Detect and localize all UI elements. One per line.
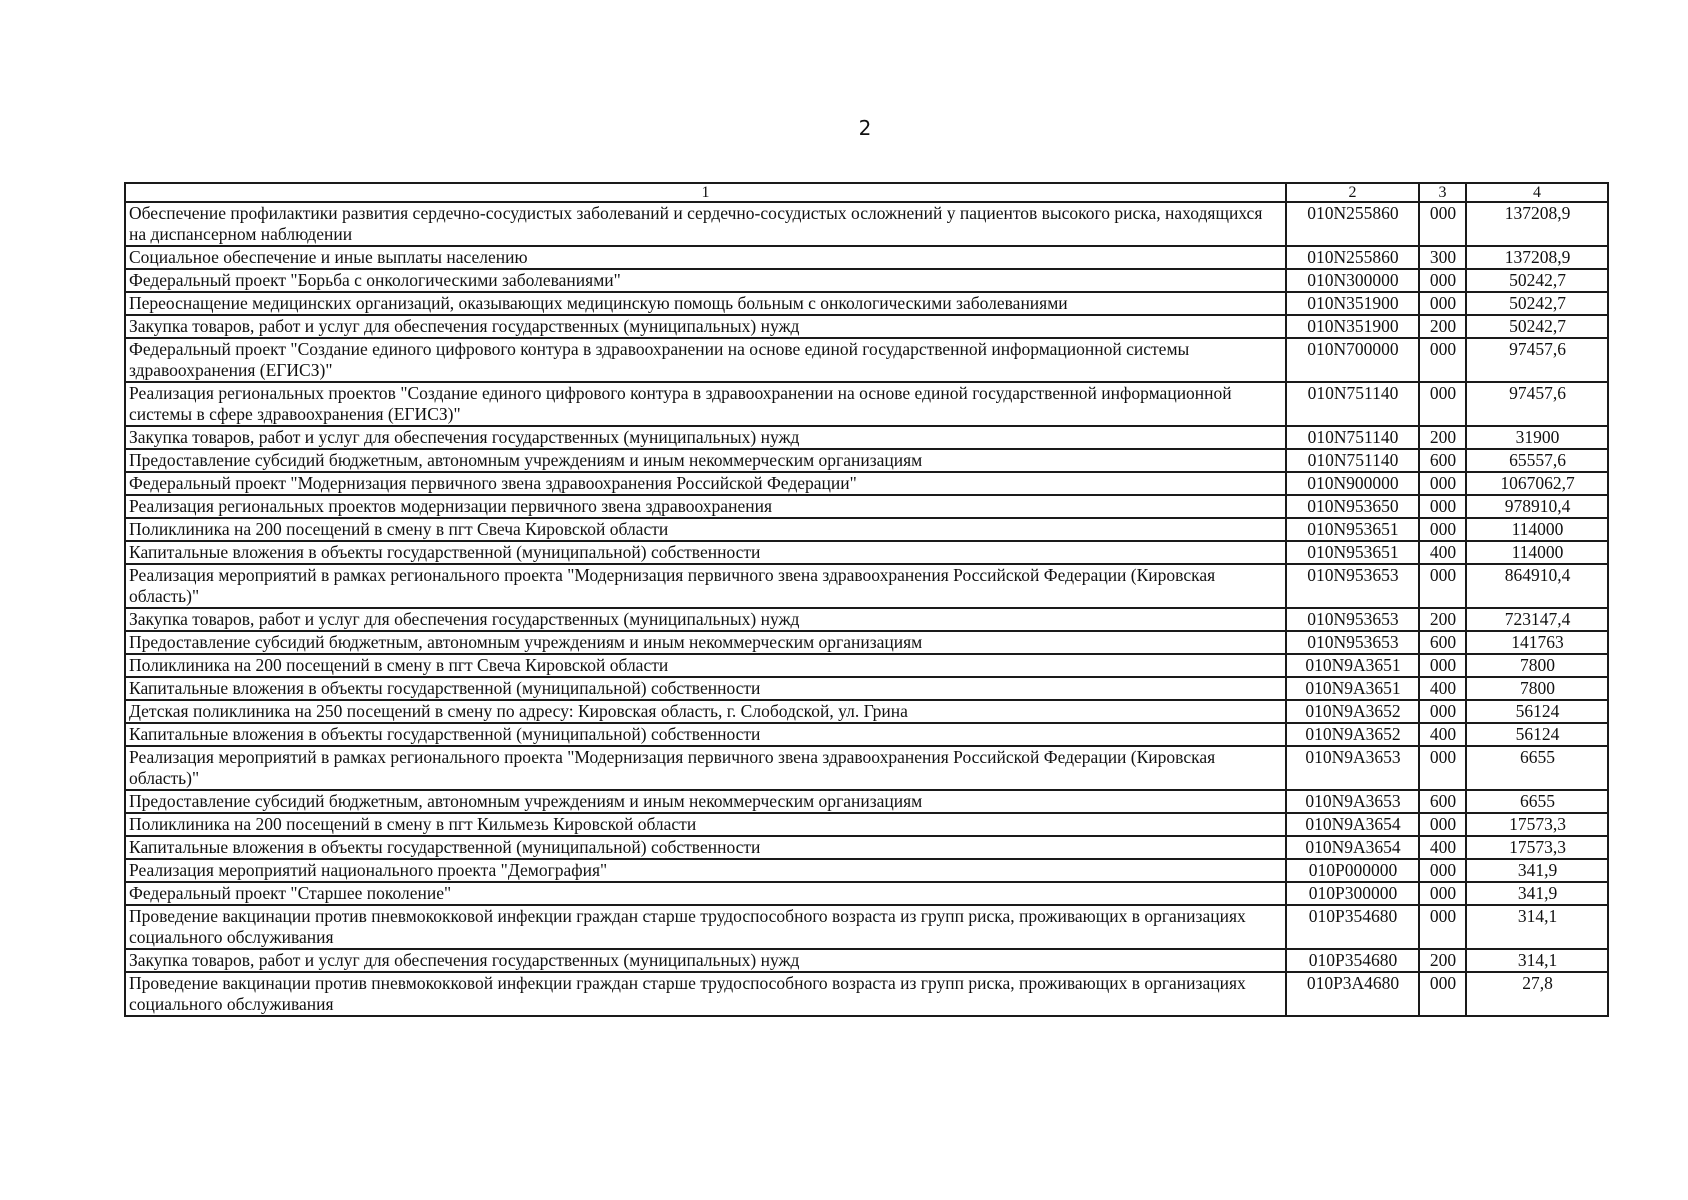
table-row [125,972,1608,1016]
cell-code: 010N953651 [1286,518,1419,541]
cell-amount: 6655 [1466,790,1608,813]
cell-name: Капитальные вложения в объекты государственной (муниципальной) собственности [125,723,1286,746]
cell-name: Переоснащение медицинских организаций, оказывающих медицинскую помощь больным с онкологическими заболеваниями [125,292,1286,315]
table-row [125,723,1608,746]
cell-code: 010N900000 [1286,472,1419,495]
cell-kind: 200 [1419,315,1466,338]
cell-kind: 000 [1419,746,1466,790]
cell-name: Обеспечение профилактики развития сердечно-сосудистых заболеваний и сердечно-сосудистых осложнений у пациентов высокого риска, находящихся на диспансерном наблюдении [125,202,1286,246]
table-row [125,631,1608,654]
table-row [125,746,1608,790]
cell-amount: 978910,4 [1466,495,1608,518]
cell-name: Детская поликлиника на 250 посещений в смену по адресу: Кировская область, г. Слободской, ул. Грина [125,700,1286,723]
cell-code: 010N700000 [1286,338,1419,382]
table-row [125,790,1608,813]
table-row [125,315,1608,338]
cell-kind: 400 [1419,541,1466,564]
cell-name: Поликлиника на 200 посещений в смену в пгт Свеча Кировской области [125,654,1286,677]
cell-kind: 600 [1419,790,1466,813]
cell-code: 010P354680 [1286,905,1419,949]
cell-name: Федеральный проект "Модернизация первичного звена здравоохранения Российской Федерации" [125,472,1286,495]
cell-kind: 000 [1419,564,1466,608]
cell-name: Поликлиника на 200 посещений в смену в пгт Кильмезь Кировской области [125,813,1286,836]
table-header-row [125,183,1608,202]
cell-kind: 200 [1419,426,1466,449]
cell-name: Поликлиника на 200 посещений в смену в пгт Свеча Кировской области [125,518,1286,541]
cell-code: 010P300000 [1286,882,1419,905]
cell-amount: 17573,3 [1466,836,1608,859]
cell-code: 010N9A3651 [1286,677,1419,700]
cell-amount: 56124 [1466,700,1608,723]
table-row [125,541,1608,564]
cell-name: Предоставление субсидий бюджетным, автономным учреждениям и иным некоммерческим организациям [125,790,1286,813]
cell-kind: 000 [1419,972,1466,1016]
cell-kind: 200 [1419,949,1466,972]
budget-table [124,182,1609,1017]
cell-kind: 400 [1419,677,1466,700]
column-header-1: 1 [125,183,1286,202]
cell-amount: 56124 [1466,723,1608,746]
table-row [125,382,1608,426]
cell-amount: 137208,9 [1466,202,1608,246]
cell-kind: 000 [1419,292,1466,315]
cell-code: 010N300000 [1286,269,1419,292]
cell-kind: 000 [1419,518,1466,541]
cell-code: 010P3A4680 [1286,972,1419,1016]
cell-amount: 97457,6 [1466,382,1608,426]
cell-code: 010N9A3653 [1286,746,1419,790]
page-number: 2 [858,116,872,140]
cell-code: 010P354680 [1286,949,1419,972]
cell-name: Проведение вакцинации против пневмококковой инфекции граждан старше трудоспособного возраста из групп риска, проживающих в организациях социального обслуживания [125,905,1286,949]
cell-kind: 000 [1419,269,1466,292]
cell-kind: 600 [1419,631,1466,654]
table-row [125,338,1608,382]
cell-amount: 314,1 [1466,949,1608,972]
cell-code: 010N953653 [1286,608,1419,631]
cell-amount: 27,8 [1466,972,1608,1016]
cell-code: 010N351900 [1286,292,1419,315]
cell-amount: 50242,7 [1466,292,1608,315]
cell-amount: 314,1 [1466,905,1608,949]
cell-amount: 1067062,7 [1466,472,1608,495]
table-row [125,564,1608,608]
cell-name: Закупка товаров, работ и услуг для обеспечения государственных (муниципальных) нужд [125,608,1286,631]
cell-kind: 000 [1419,338,1466,382]
table-row [125,292,1608,315]
cell-code: 010N351900 [1286,315,1419,338]
cell-kind: 000 [1419,202,1466,246]
table-row [125,202,1608,246]
cell-kind: 000 [1419,700,1466,723]
cell-kind: 200 [1419,608,1466,631]
cell-code: 010N751140 [1286,449,1419,472]
table-row [125,677,1608,700]
table-row [125,813,1608,836]
cell-name: Федеральный проект "Старшее поколение" [125,882,1286,905]
column-header-3: 3 [1419,183,1466,202]
cell-kind: 000 [1419,495,1466,518]
cell-amount: 6655 [1466,746,1608,790]
cell-amount: 97457,6 [1466,338,1608,382]
cell-kind: 000 [1419,472,1466,495]
cell-amount: 31900 [1466,426,1608,449]
cell-code: 010N9A3653 [1286,790,1419,813]
table-row [125,449,1608,472]
cell-code: 010N751140 [1286,426,1419,449]
table-row [125,246,1608,269]
cell-code: 010N255860 [1286,246,1419,269]
cell-name: Капитальные вложения в объекты государственной (муниципальной) собственности [125,677,1286,700]
cell-amount: 50242,7 [1466,315,1608,338]
cell-kind: 000 [1419,813,1466,836]
cell-kind: 000 [1419,882,1466,905]
cell-kind: 400 [1419,836,1466,859]
cell-amount: 114000 [1466,518,1608,541]
cell-kind: 000 [1419,905,1466,949]
cell-amount: 50242,7 [1466,269,1608,292]
table-row [125,518,1608,541]
cell-code: 010N953650 [1286,495,1419,518]
column-header-2: 2 [1286,183,1419,202]
cell-code: 010N255860 [1286,202,1419,246]
cell-code: 010N751140 [1286,382,1419,426]
cell-amount: 7800 [1466,654,1608,677]
table-row [125,654,1608,677]
cell-amount: 341,9 [1466,882,1608,905]
cell-code: 010N9A3652 [1286,723,1419,746]
cell-name: Закупка товаров, работ и услуг для обеспечения государственных (муниципальных) нужд [125,426,1286,449]
cell-amount: 114000 [1466,541,1608,564]
table-row [125,905,1608,949]
cell-kind: 000 [1419,382,1466,426]
table-row [125,859,1608,882]
cell-name: Закупка товаров, работ и услуг для обеспечения государственных (муниципальных) нужд [125,315,1286,338]
cell-code: 010P000000 [1286,859,1419,882]
cell-name: Федеральный проект "Создание единого цифрового контура в здравоохранении на основе единой государственной информационной системы здравоохранения (ЕГИСЗ)" [125,338,1286,382]
table-row [125,700,1608,723]
cell-kind: 300 [1419,246,1466,269]
table-row [125,836,1608,859]
cell-amount: 137208,9 [1466,246,1608,269]
cell-code: 010N9A3654 [1286,836,1419,859]
cell-code: 010N9A3652 [1286,700,1419,723]
cell-amount: 65557,6 [1466,449,1608,472]
cell-name: Реализация мероприятий в рамках регионального проекта "Модернизация первичного звена здравоохранения Российской Федерации (Кировская область)" [125,564,1286,608]
cell-name: Социальное обеспечение и иные выплаты населению [125,246,1286,269]
table-row [125,949,1608,972]
cell-name: Реализация региональных проектов "Создание единого цифрового контура в здравоохранении на основе единой государственной информационной системы в сфере здравоохранения (ЕГИСЗ)" [125,382,1286,426]
cell-code: 010N9A3654 [1286,813,1419,836]
cell-name: Проведение вакцинации против пневмококковой инфекции граждан старше трудоспособного возраста из групп риска, проживающих в организациях социального обслуживания [125,972,1286,1016]
cell-name: Капитальные вложения в объекты государственной (муниципальной) собственности [125,836,1286,859]
cell-name: Реализация региональных проектов модернизации первичного звена здравоохранения [125,495,1286,518]
cell-name: Предоставление субсидий бюджетным, автономным учреждениям и иным некоммерческим организациям [125,449,1286,472]
cell-amount: 341,9 [1466,859,1608,882]
table-row [125,269,1608,292]
cell-name: Реализация мероприятий национального проекта "Демография" [125,859,1286,882]
cell-amount: 7800 [1466,677,1608,700]
cell-code: 010N953653 [1286,564,1419,608]
cell-amount: 17573,3 [1466,813,1608,836]
column-header-4: 4 [1466,183,1608,202]
cell-kind: 000 [1419,654,1466,677]
cell-name: Федеральный проект "Борьба с онкологическими заболеваниями" [125,269,1286,292]
cell-name: Предоставление субсидий бюджетным, автономным учреждениям и иным некоммерческим организациям [125,631,1286,654]
cell-amount: 141763 [1466,631,1608,654]
table-row [125,608,1608,631]
cell-name: Закупка товаров, работ и услуг для обеспечения государственных (муниципальных) нужд [125,949,1286,972]
cell-kind: 600 [1419,449,1466,472]
cell-amount: 723147,4 [1466,608,1608,631]
table-row [125,495,1608,518]
cell-kind: 000 [1419,859,1466,882]
cell-code: 010N953651 [1286,541,1419,564]
cell-code: 010N953653 [1286,631,1419,654]
cell-kind: 400 [1419,723,1466,746]
cell-amount: 864910,4 [1466,564,1608,608]
table-row [125,426,1608,449]
cell-name: Капитальные вложения в объекты государственной (муниципальной) собственности [125,541,1286,564]
table-row [125,472,1608,495]
cell-code: 010N9A3651 [1286,654,1419,677]
table-row [125,882,1608,905]
cell-name: Реализация мероприятий в рамках регионального проекта "Модернизация первичного звена здравоохранения Российской Федерации (Кировская область)" [125,746,1286,790]
